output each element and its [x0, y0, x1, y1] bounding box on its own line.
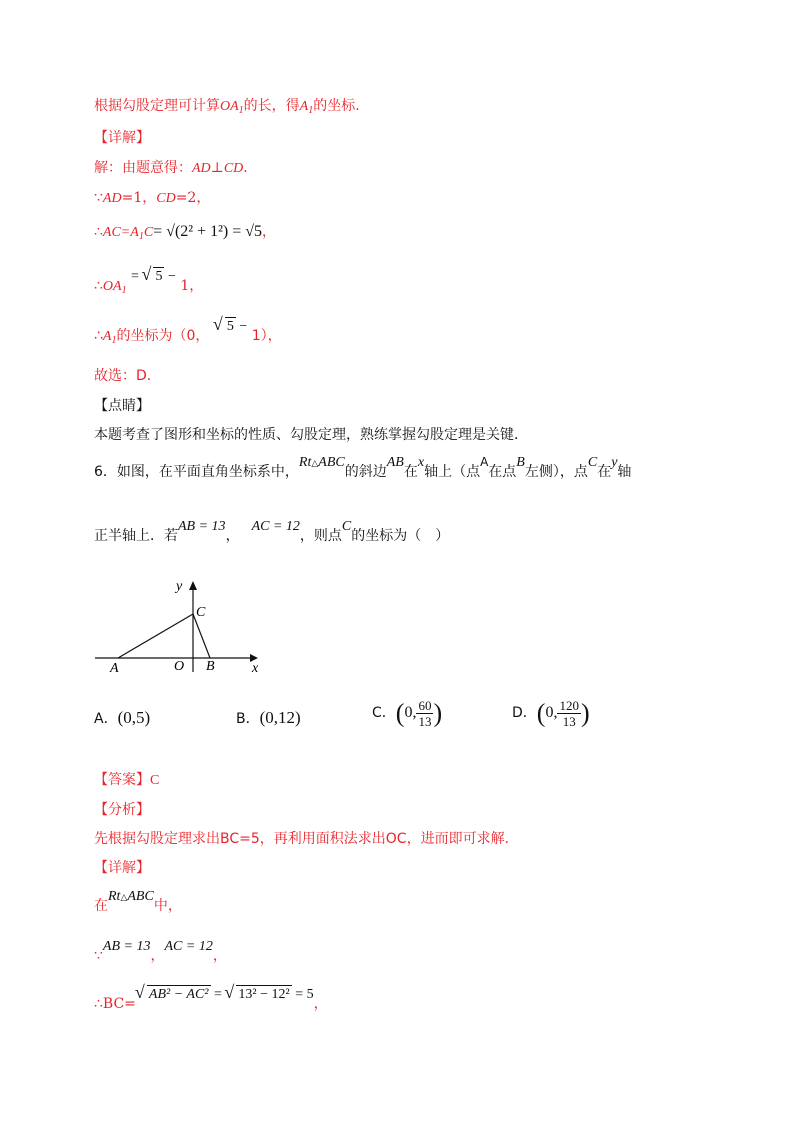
- q-text: 在点: [488, 464, 517, 480]
- q-text: 在: [597, 464, 612, 480]
- label-x: x: [252, 661, 259, 674]
- in-text-end: 中，: [153, 898, 182, 914]
- therefore-symbol: ∴: [94, 224, 103, 240]
- q-text: 轴: [617, 464, 632, 480]
- option-c-value: (0, $\frac{60}{13}$ ): [395, 698, 443, 729]
- because-symbol: ∵: [94, 948, 103, 964]
- ac-term: AC=A: [102, 225, 139, 240]
- option-c-label: C．: [372, 705, 396, 722]
- ac-condition: AC = 12: [251, 519, 300, 534]
- q-text: 轴上（点: [424, 464, 481, 480]
- oa1-term: $OA_1$: [220, 99, 244, 116]
- answer-heading: 【答案】: [94, 772, 150, 788]
- detail-heading: 【详解】: [94, 130, 150, 146]
- answer-value: C: [150, 773, 160, 788]
- segment-ac: [118, 614, 193, 658]
- point-c: C: [587, 455, 598, 470]
- option-b[interactable]: [236, 708, 301, 728]
- q-text: 的斜边: [344, 464, 387, 480]
- step-oa1-length: [94, 269, 204, 301]
- a1-coord-text: 的坐标为（0，: [116, 328, 210, 344]
- point-b: B: [516, 455, 525, 470]
- a1-expression: √ 5 −: [214, 319, 247, 334]
- option-a-value: (0,5): [117, 708, 151, 727]
- a1-term: $A_1$: [299, 99, 314, 116]
- option-a-label: A．: [94, 711, 118, 727]
- answer-line: [94, 770, 159, 791]
- coordinate-figure: [90, 574, 270, 674]
- detail-heading-6: 【详解】: [94, 860, 150, 876]
- rt-abc: Rt△ABC: [298, 455, 345, 470]
- step-perpendicular: [94, 158, 248, 179]
- oa1-tail: 1，: [180, 278, 204, 294]
- question-number: 6．如图，在平面直角坐标系中，: [94, 464, 299, 480]
- q-text: ，则点: [299, 528, 342, 544]
- analysis-line: [94, 96, 360, 121]
- therefore-symbol: ∴: [94, 278, 103, 294]
- q-text: 正半轴上．若: [94, 528, 178, 544]
- subscript: 1: [138, 231, 144, 242]
- step1-text: 解：由题意得：: [94, 160, 192, 176]
- label-c: C: [196, 605, 206, 620]
- therefore-symbol: ∴: [94, 996, 103, 1012]
- q-text: 在: [403, 464, 418, 480]
- given-line: [94, 939, 227, 967]
- comment-heading: 【点睛】: [94, 398, 150, 414]
- label-a: A: [110, 661, 119, 674]
- analysis-text: 根据勾股定理可计算: [94, 98, 220, 114]
- point-c: C: [341, 519, 352, 534]
- ab-condition: AB = 13: [178, 519, 226, 534]
- y-axis-arrow: [189, 581, 197, 590]
- step-a1-coordinates: [94, 319, 282, 351]
- analysis-heading: 【分析】: [94, 802, 150, 818]
- ab-given: AB = 13: [102, 939, 151, 954]
- a1-coord-tail: 1），: [251, 328, 282, 344]
- therefore-symbol: ∴: [94, 328, 103, 344]
- subscript: 1: [121, 285, 127, 296]
- because-symbol: ∵: [94, 190, 103, 206]
- q-text: 左侧），点: [524, 464, 588, 480]
- ad-term: AD: [102, 191, 122, 206]
- comma: ，: [212, 948, 227, 964]
- option-d-value: (0, $\frac{120}{13}$ ): [536, 698, 590, 729]
- y-term: y: [611, 455, 618, 470]
- comment-text: 本题考查了图形和坐标的性质、勾股定理，熟练掌握勾股定理是关键．: [94, 427, 528, 443]
- option-a[interactable]: [94, 708, 150, 728]
- bc-line: [94, 987, 328, 1015]
- comma: ，: [150, 948, 165, 964]
- question6-line2: [94, 519, 450, 547]
- ac-expression: = √(2² + 1²) = √5: [153, 223, 263, 240]
- choice-line: 故选：D．: [94, 368, 161, 384]
- option-b-label: B．: [236, 711, 260, 727]
- analysis-text-end: 的坐标.: [313, 98, 360, 114]
- oa1-expression: = √ 5 −: [131, 269, 176, 284]
- x-term: x: [417, 455, 425, 470]
- cd-term: CD: [156, 191, 176, 206]
- oa-term: OA: [102, 279, 122, 294]
- point-a: A: [480, 455, 489, 469]
- step1-math: AD⊥CD: [192, 161, 244, 176]
- cd-value: =2，: [175, 190, 211, 206]
- label-b: B: [206, 659, 215, 674]
- option-d-label: D．: [512, 705, 537, 722]
- line-end: ，: [313, 996, 328, 1012]
- bc-expression: √ AB² − AC² = √ 13² − 12² = 5: [136, 987, 314, 1002]
- option-b-value: (0,12): [259, 708, 301, 727]
- c-term: C: [143, 225, 154, 240]
- label-o: O: [174, 659, 185, 674]
- bc-term: BC=: [102, 996, 136, 1012]
- question6-line1: [94, 455, 632, 483]
- label-y: y: [176, 579, 183, 594]
- ab-term: AB: [386, 455, 404, 470]
- ac-given: AC = 12: [164, 939, 213, 954]
- option-d[interactable]: [512, 698, 590, 729]
- rt-abc: Rt△ABC: [108, 889, 154, 904]
- step-ac-length: [94, 222, 276, 247]
- option-c[interactable]: [372, 698, 442, 729]
- line-end: ，: [262, 224, 277, 240]
- a1-term: $A_1$: [102, 329, 117, 346]
- step-lengths: [94, 188, 210, 209]
- in-text: 在: [94, 898, 108, 914]
- analysis-text-mid: 的长，得: [243, 98, 300, 114]
- ad-value: =1，: [121, 190, 157, 206]
- q-text: 的坐标为（ ）: [351, 528, 450, 544]
- in-triangle-line: [94, 889, 182, 917]
- step1-end: .: [243, 160, 248, 176]
- segment-bc: [193, 614, 210, 658]
- analysis-text: 先根据勾股定理求出BC=5，再利用面积法求出OC，进而即可求解．: [94, 831, 519, 847]
- q-text: ，: [225, 528, 240, 544]
